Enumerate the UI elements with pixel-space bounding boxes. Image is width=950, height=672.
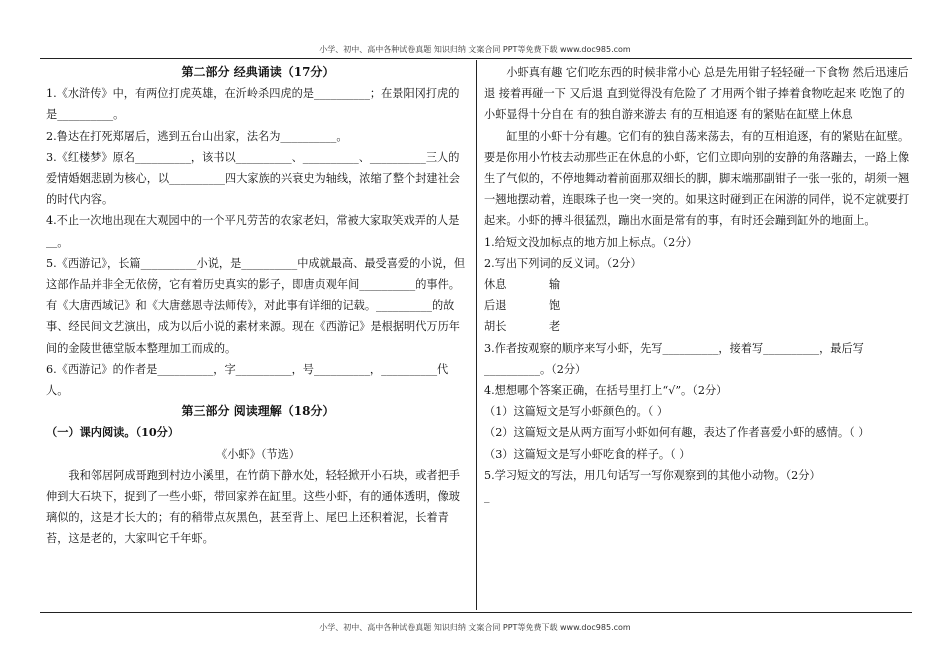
passage-paragraph-unpunctuated: 小虾真有趣 它们吃东西的时候非常小心 总是先用钳子轻轻碰一下食物 然后迅速后退 接着再碰一下 又后退 直到觉得没有危险了 才用两个钳子捧着食物吃起来 吃饱了的小虾显得十分自在 有的独自游来游去 有的互相追逐 有的紧贴在缸壁上休息 <box>484 66 909 122</box>
page-header: 小学、初中、高中各种试卷真题 知识归纳 文案合同 PPT等免费下载 www.doc985.com <box>319 45 631 54</box>
reading-question-1: 1.给短文没加标点的地方加上标点。（2分） <box>484 235 698 249</box>
antonym-word: 饱 <box>549 299 561 313</box>
reading-question-2: 2.写出下列词的反义词。（2分） <box>484 256 642 270</box>
antonym-pair <box>484 274 910 295</box>
reading-question-3: 3.作者按观察的顺序来写小虾，先写__________，接着写__________，最后写__________。（2分） <box>484 341 864 376</box>
right-column <box>484 62 910 507</box>
antonym-word: 休息 <box>484 278 507 292</box>
page-footer: 小学、初中、高中各种试卷真题 知识归纳 文案合同 PPT等免费下载 www.doc985.com <box>319 623 631 632</box>
reading-question-4: 4.想想哪个答案正确，在括号里打上“√”。（2分） <box>484 384 728 398</box>
question-2: 2.鲁达在打死郑屠后，逃到五台山出家，法名为__________。 <box>46 129 348 143</box>
question-4: 4.不止一次地出现在大观园中的一个平凡劳苦的农家老妇，常被大家取笑戏弄的人是＿。 <box>46 214 460 249</box>
antonym-pair <box>484 316 910 337</box>
header-rule <box>40 58 912 59</box>
question-4-option: （2）这篇短文是从两方面写小虾如何有趣，表达了作者喜爱小虾的感情。（ ） <box>484 426 870 440</box>
column-divider <box>476 60 477 610</box>
antonym-word: 胡长 <box>484 320 507 334</box>
passage-title: 《小虾》（节选） <box>216 447 300 461</box>
antonym-word: 老 <box>549 320 561 334</box>
question-4-option: （3）这篇短文是写小虾吃食的样子。（ ） <box>484 447 691 461</box>
question-4-option: （1）这篇短文是写小虾颜色的。（ ） <box>484 405 669 419</box>
passage-paragraph-2: 缸里的小虾十分有趣。它们有的独自荡来荡去，有的互相追逐，有的紧贴在缸壁。要是你用小竹枝去动那些正在休息的小虾，它们立即向别的安静的角落蹦去，一路上像生了气似的，不停地舞动着前面那双细长的脚，脚末端那副钳子一张一张的，胡须一翘一翘地摆动着，连眼珠子也一突一突的。如果这时碰到正在闲游的同伴，说不定就要打起来。小虾的搏斗很猛烈，蹦出水面是常有的事，有时还会蹦到缸外的地面上。 <box>484 129 910 228</box>
question-1: 1.《水浒传》中，有两位打虎英雄，在沂岭杀四虎的是__________；在景阳冈打虎的是__________。 <box>46 87 460 122</box>
antonym-word: 输 <box>549 278 561 292</box>
question-5: 5.《西游记》，长篇__________小说，是__________中成就最高、最受喜爱的小说，但这部作品并非全无依傍，它有着历史真实的影子，即唐贞观年间__________的事件。有《大唐西域记》和《大唐慈恩寺法师传》，对此事有详细的记载。__________的故事、经民间文艺演出，成为以后小说的素材来源。现在《西游记》是根据明代万历年间的金陵世德堂版本整理加工而成的。 <box>46 256 466 355</box>
section3-title: 第三部分 阅读理解（18分） <box>181 404 335 419</box>
antonym-word: 后退 <box>484 299 507 313</box>
subsection-title: （一）课内阅读。（10分） <box>46 425 180 440</box>
answer-line: _ <box>484 490 490 504</box>
passage-paragraph: 我和邻居阿成哥跑到村边小溪里，在竹荫下静水处，轻轻掀开小石块，或者把手伸到大石块下，捉到了一些小虾，带回家养在缸里。这些小虾，有的通体透明，像玻璃似的，这是才长大的；有的稍带点灰黑色，甚至背上、尾巴上还积着泥，长着青苔，这是老的，大家叫它千年虾。 <box>46 468 460 546</box>
footer-rule <box>40 612 912 613</box>
section2-title: 第二部分 经典诵读（17分） <box>181 65 335 79</box>
reading-question-5: 5.学习短文的写法，用几句话写一写你观察到的其他小动物。（2分） <box>484 468 821 482</box>
question-6: 6.《西游记》的作者是__________，字__________，号__________，__________代人。 <box>46 362 449 398</box>
left-column <box>46 62 470 550</box>
question-3: 3.《红楼梦》原名__________，该书以__________、__________、__________三人的爱情婚姻悲剧为核心，以__________四大家族的兴衰史为轴线，浓缩了整个封建社会的时代内容。 <box>46 150 460 207</box>
antonym-pair <box>484 295 910 316</box>
